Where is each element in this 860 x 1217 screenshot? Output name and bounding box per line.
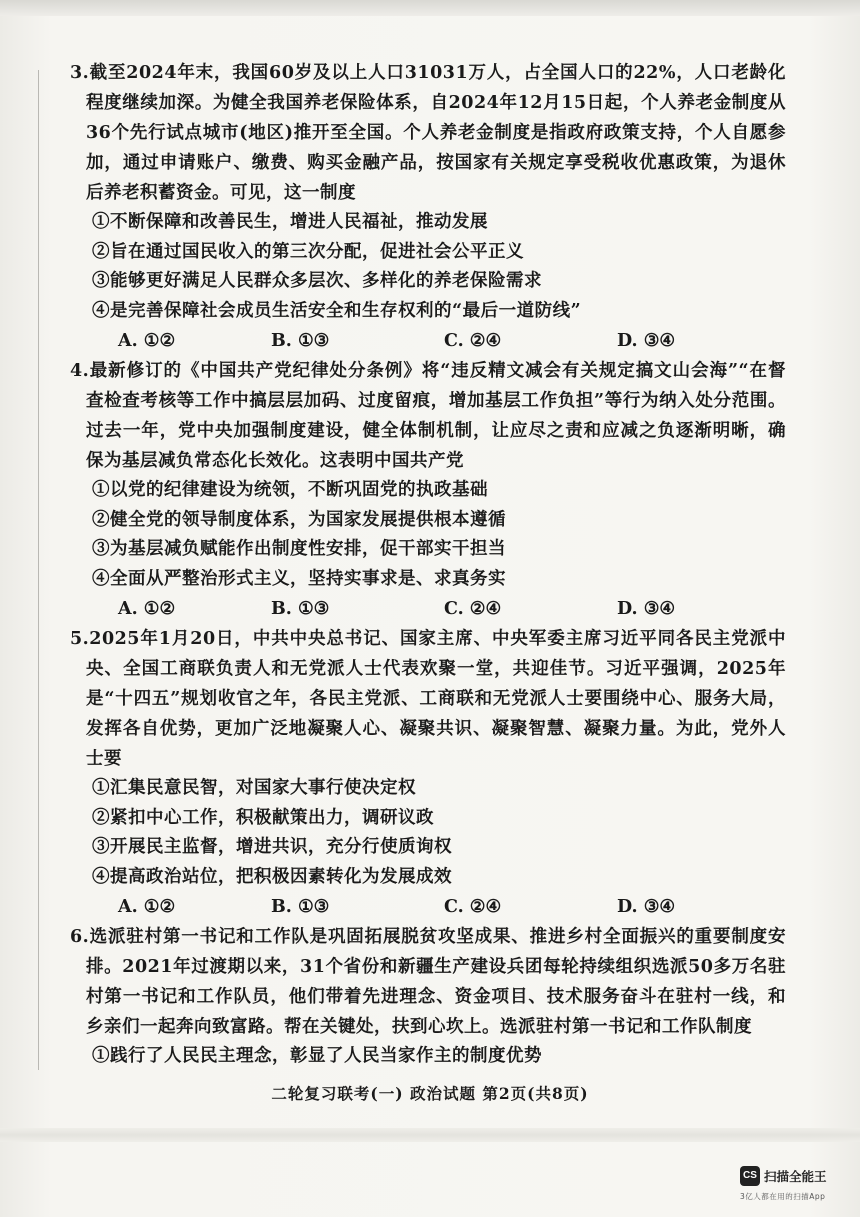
scan-top-edge — [0, 0, 860, 16]
choice-b: B. ①③ — [271, 331, 330, 351]
question-3 — [70, 58, 786, 356]
answer-choices — [86, 326, 786, 356]
choice-c: C. ②④ — [444, 897, 502, 917]
option-1: ①汇集民意民智，对国家大事行使决定权 — [92, 778, 416, 798]
camscanner-logo-icon: CS — [740, 1166, 760, 1186]
questions-area — [70, 58, 786, 1072]
question-stem — [70, 356, 786, 476]
answer-choices — [86, 892, 786, 922]
question-6 — [70, 922, 786, 1072]
option-4: ④是完善保障社会成员生活安全和生存权利的“最后一道防线” — [92, 300, 582, 321]
choice-d: D. ③④ — [617, 331, 676, 351]
scan-band — [0, 1128, 860, 1142]
option-4: ④提高政治站位，把积极因素转化为发展成效 — [92, 866, 452, 887]
scanner-tagline: 3亿人都在用的扫描App — [740, 1192, 826, 1201]
choice-a: A. ①② — [118, 599, 176, 619]
option-3: ③开展民主监督，增进共识，充分行使质询权 — [92, 837, 452, 857]
question-stem — [70, 922, 786, 1042]
option-2: ②健全党的领导制度体系，为国家发展提供根本遵循 — [92, 509, 506, 530]
option-3: ③能够更好满足人民群众多层次、多样化的养老保险需求 — [92, 271, 542, 291]
question-number: 4. — [70, 361, 90, 381]
choice-c: C. ②④ — [444, 599, 502, 619]
option-1: ①践行了人民民主理念，彰显了人民当家作主的制度优势 — [92, 1046, 542, 1066]
choice-b: B. ①③ — [271, 897, 330, 917]
question-text: 选派驻村第一书记和工作队是巩固拓展脱贫攻坚成果、推进乡村全面振兴的重要制度安排。2021年过渡期以来，31个省份和新疆生产建设兵团每轮持续组织选派50多万名驻村第一书记和工作队员，他们带着先进理念、资金项目、技术服务奋斗在驻村一线，和乡亲们一起奔向致富路。帮在关键处，扶到心坎上。选派驻村第一书记和工作队制度 — [86, 927, 786, 1037]
question-text: 截至2024年末，我国60岁及以上人口31031万人，占全国人口的22%，人口老龄化程度继续加深。为健全我国养老保险体系，自2024年12月15日起，个人养老金制度从36个先行试点城市(地区)推开至全国。个人养老金制度是指政府政策支持，个人自愿参加，通过申请账户、缴费、购买金融产品，按国家有关规定享受税收优惠政策，为退休后养老积蓄资金。可见，这一制度 — [86, 63, 786, 203]
option-1: ①不断保障和改善民生，增进人民福祉，推动发展 — [92, 212, 488, 232]
choice-c: C. ②④ — [444, 331, 502, 351]
choice-d: D. ③④ — [617, 599, 676, 619]
question-stem — [70, 624, 786, 774]
option-2: ②旨在通过国民收入的第三次分配，促进社会公平正义 — [92, 241, 524, 262]
scanner-app-name: 扫描全能王 — [764, 1169, 827, 1184]
option-1: ①以党的纪律建设为统领，不断巩固党的执政基础 — [92, 480, 488, 500]
choice-a: A. ①② — [118, 331, 176, 351]
question-number: 3. — [70, 63, 90, 83]
question-number: 5. — [70, 629, 90, 649]
left-margin-rule — [38, 70, 39, 1070]
scanner-watermark — [740, 1166, 852, 1206]
answer-choices — [86, 594, 786, 624]
question-4 — [70, 356, 786, 624]
option-3: ③为基层减负赋能作出制度性安排，促干部实干担当 — [92, 539, 506, 559]
question-text: 最新修订的《中国共产党纪律处分条例》将“违反精文减会有关规定搞文山会海”“在督查检查考核等工作中搞层层加码、过度留痕，增加基层工作负担”等行为纳入处分范围。过去一年，党中央加强制度建设，健全体制机制，让应尽之责和应减之负逐渐明晰，确保为基层减负常态化长效化。这表明中国共产党 — [86, 361, 786, 471]
choice-b: B. ①③ — [271, 599, 330, 619]
choice-a: A. ①② — [118, 897, 176, 917]
option-4: ④全面从严整治形式主义，坚持实事求是、求真务实 — [92, 568, 506, 589]
option-2: ②紧扣中心工作，积极献策出力，调研议政 — [92, 807, 434, 828]
question-text: 2025年1月20日，中共中央总书记、国家主席、中央军委主席习近平同各民主党派中央、全国工商联负责人和无党派人士代表欢聚一堂，共迎佳节。习近平强调，2025年是“十四五”规划收官之年，各民主党派、工商联和无党派人士要围绕中心、服务大局，发挥各自优势，更加广泛地凝聚人心、凝聚共识、凝聚智慧、凝聚力量。为此，党外人士要 — [86, 629, 786, 769]
choice-d: D. ③④ — [617, 897, 676, 917]
question-stem — [70, 58, 786, 208]
page-footer: 二轮复习联考(一) 政治试题 第2页(共8页) — [271, 1084, 589, 1103]
question-number: 6. — [70, 927, 90, 947]
question-5 — [70, 624, 786, 922]
